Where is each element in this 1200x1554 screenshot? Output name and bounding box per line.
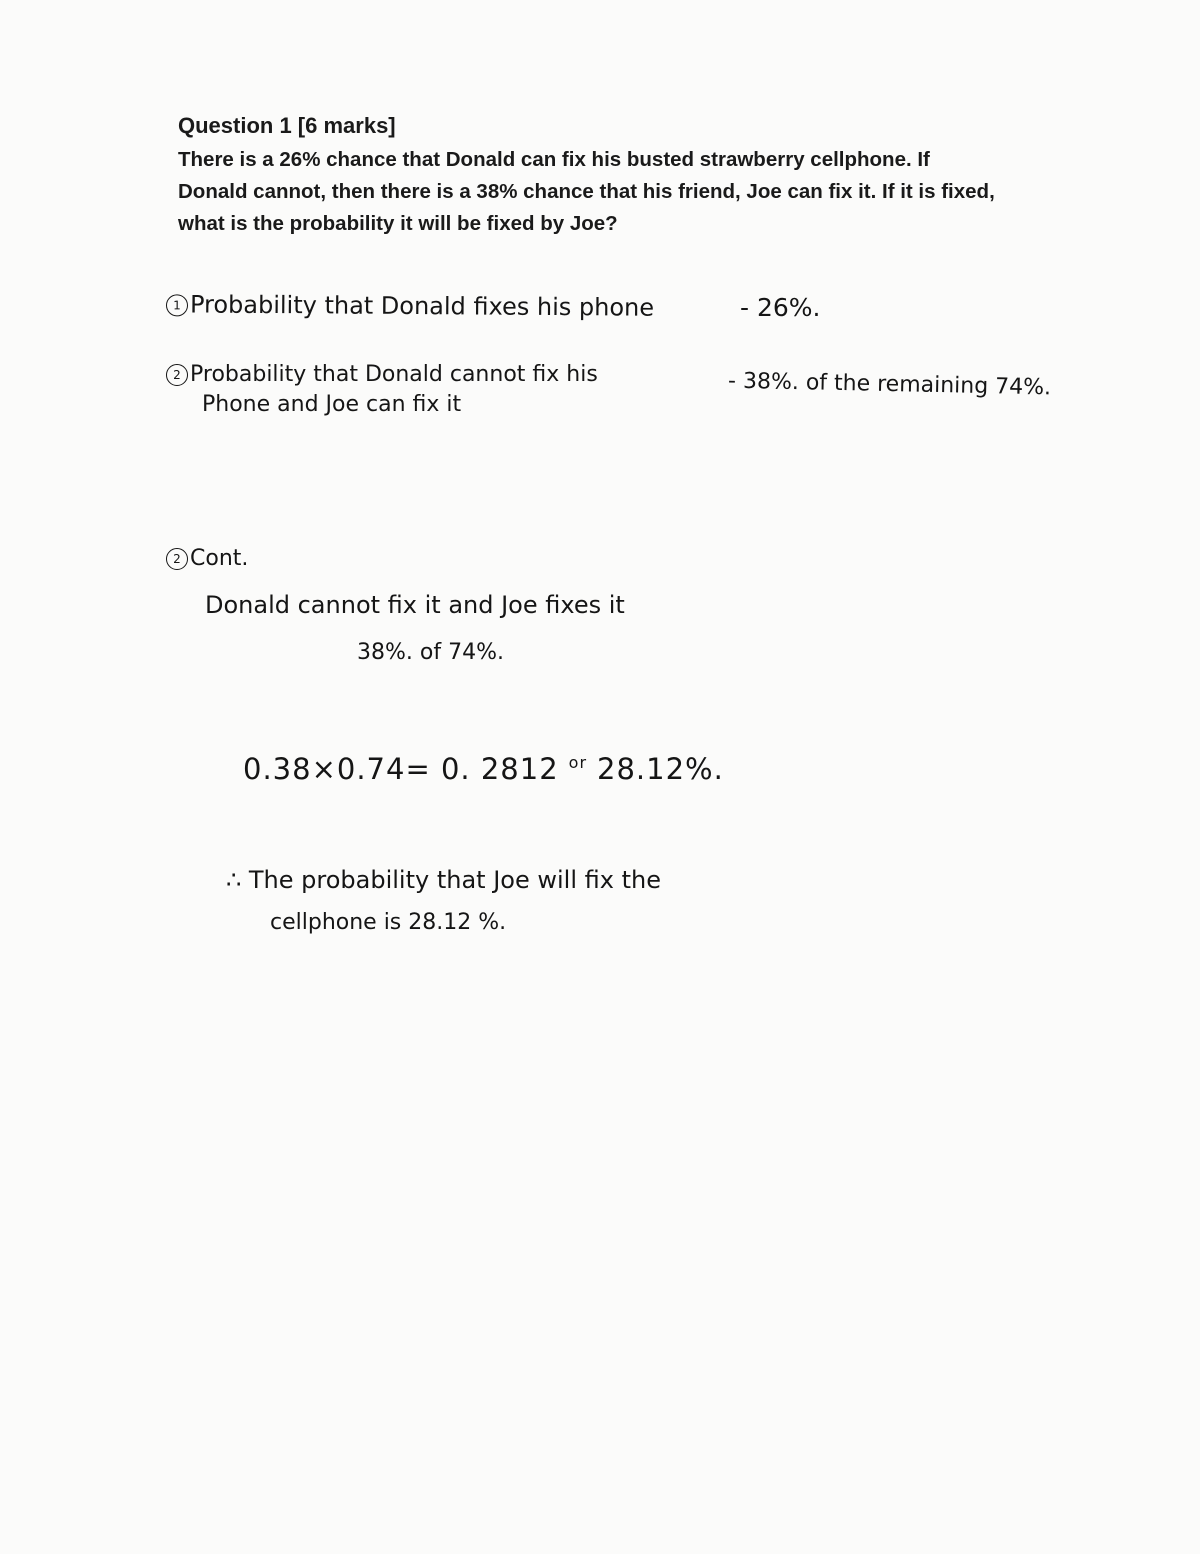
cont-number-badge: 2 [166,548,188,570]
step2-text-line2: Phone and Joe can fix it [202,392,462,417]
step1-value: - 26%. [740,293,821,322]
cont-line2: 38%. of 74%. [357,640,504,665]
step2-statement [166,362,598,387]
step2-continued-heading [166,546,248,571]
conclusion-line2: cellphone is 28.12 %. [270,910,507,935]
cont-line1: Donald cannot fix it and Joe fixes it [205,591,625,619]
step1-text: Probability that Donald fixes his phone [189,290,655,322]
step2-number-badge: 2 [166,364,188,386]
conclusion-line1: ∴ The probability that Joe will fix the [226,866,661,894]
calc-percent: 28.12%. [597,752,724,786]
calculation [243,752,724,786]
step1-number-badge: 1 [166,294,188,316]
step1-statement [166,290,654,321]
calc-or: or [568,753,588,773]
calc-expression: 0.38×0.74= 0. 2812 [243,752,559,786]
question-line: There is a 26% chance that Donald can fix his busted strawberry cellphone. If [178,148,930,171]
question-title: Question 1 [6 marks] [178,113,396,138]
step2-value: - 38%. of the remaining 74%. [727,368,1052,401]
question-line: what is the probability it will be fixed by Joe? [178,212,618,235]
cont-label: Cont. [190,546,249,571]
step2-text-line1: Probability that Donald cannot fix his [190,362,598,387]
question-line: Donald cannot, then there is a 38% chance that his friend, Joe can fix it. If it is fixed, [178,180,995,203]
question-text [178,144,1038,240]
